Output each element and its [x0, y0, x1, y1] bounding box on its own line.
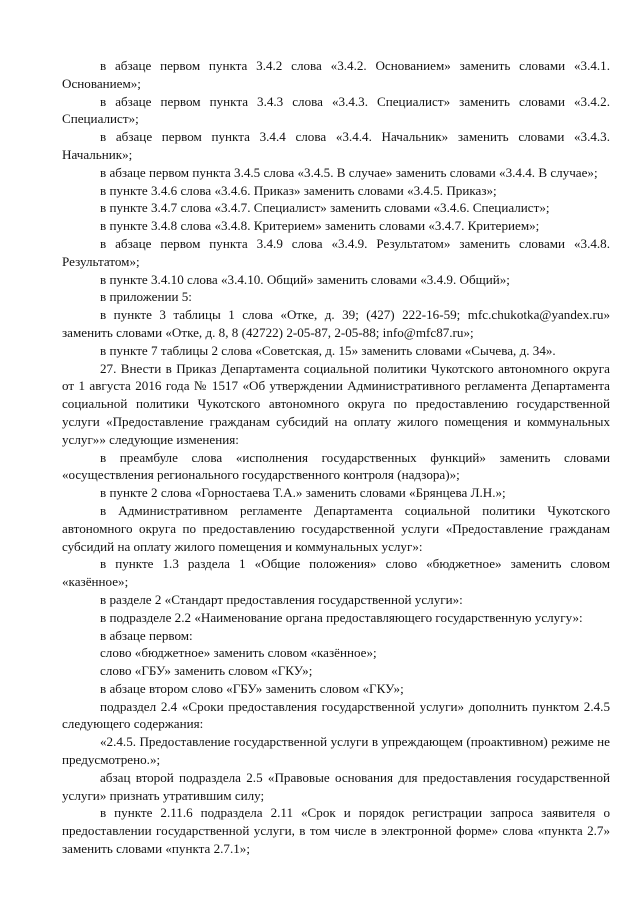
paragraph: «2.4.5. Предоставление государственной услуги в упреждающем (проактивном) режиме не предусмотрено.»; — [62, 734, 610, 768]
paragraph: слово «бюджетное» заменить словом «казённое»; — [100, 645, 377, 661]
paragraph: в абзаце втором слово «ГБУ» заменить словом «ГКУ»; — [100, 680, 404, 696]
paragraph: 27. Внести в Приказ Департамента социальной политики Чукотского автономного округа от 1 августа 2016 года № 1517 «Об утверждении Административного регламента Департамента социальной политики Чукотского автономного округа по предоставлению государственной услуги «Предоставление гражданам субсидий на оплату жилого помещения и коммунальных услуг»» следующие изменения: — [62, 360, 610, 447]
paragraph: в приложении 5: — [100, 289, 192, 305]
paragraph: в пункте 7 таблицы 2 слова «Советская, д. 15» заменить словами «Сычева, д. 34». — [100, 342, 556, 358]
paragraph: в абзаце первом пункта 3.4.9 слова «3.4.9. Результатом» заменить словами «3.4.8. Результатом»; — [62, 235, 610, 269]
paragraph: в абзаце первом пункта 3.4.2 слова «3.4.2. Основанием» заменить словами «3.4.1. Основанием»; — [62, 58, 610, 91]
paragraph: в абзаце первом пункта 3.4.4 слова «3.4.4. Начальник» заменить словами «3.4.3. Начальник»; — [62, 129, 610, 162]
paragraph: абзац второй подраздела 2.5 «Правовые основания для предоставления государственной услуги» признать утратившим силу; — [62, 769, 610, 803]
paragraph: в пункте 3 таблицы 1 слова «Отке, д. 39; (427) 222-16-59; mfc.chukotka@yandex.ru» заменить словами «Отке, д. 8, 8 (42722) 2-05-87, 2-05-88; info@mfc87.ru»; — [62, 307, 610, 340]
paragraph: в преамбуле слова «исполнения государственных функций» заменить словами «осуществления регионального государственного контроля (надзора)»; — [62, 449, 610, 483]
paragraph: в подразделе 2.2 «Наименование органа предоставляющего государственную услугу»: — [100, 609, 583, 625]
paragraph: подраздел 2.4 «Сроки предоставления государственной услуги» дополнить пунктом 2.4.5 следующего содержания: — [62, 698, 610, 732]
paragraph: в абзаце первом пункта 3.4.3 слова «3.4.3. Специалист» заменить словами «3.4.2. Специалист»; — [62, 93, 610, 127]
paragraph: в пункте 3.4.7 слова «3.4.7. Специалист» заменить словами «3.4.6. Специалист»; — [100, 200, 550, 216]
paragraph: в абзаце первом: — [100, 627, 193, 643]
paragraph: в абзаце первом пункта 3.4.5 слова «3.4.5. В случае» заменить словами «3.4.4. В случае»; — [100, 164, 598, 180]
paragraph: в пункте 1.3 раздела 1 «Общие положения» слово «бюджетное» заменить словом «казённое»; — [62, 556, 610, 590]
paragraph: в пункте 3.4.10 слова «3.4.10. Общий» заменить словами «3.4.9. Общий»; — [100, 271, 510, 287]
document-page — [62, 57, 610, 858]
paragraph: в пункте 2.11.6 подраздела 2.11 «Срок и порядок регистрации запроса заявителя о предоставлении государственной услуги, в том числе в электронной форме» слова «пункта 2.7» заменить словами «пункта 2.7.1»; — [62, 805, 610, 857]
paragraph: в пункте 3.4.6 слова «3.4.6. Приказ» заменить словами «3.4.5. Приказ»; — [100, 182, 497, 198]
paragraph: в пункте 2 слова «Горностаева Т.А.» заменить словами «Брянцева Л.Н.»; — [100, 485, 506, 501]
paragraph: в Административном регламенте Департамента социальной политики Чукотского автономного округа по предоставлению государственной услуги «Предоставление гражданам субсидий на оплату жилого помещения и коммунальных услуг»: — [62, 502, 610, 554]
paragraph: в разделе 2 «Стандарт предоставления государственной услуги»: — [100, 591, 463, 607]
paragraph: в пункте 3.4.8 слова «3.4.8. Критерием» заменить словами «3.4.7. Критерием»; — [100, 218, 540, 234]
paragraph: слово «ГБУ» заменить словом «ГКУ»; — [100, 663, 313, 679]
